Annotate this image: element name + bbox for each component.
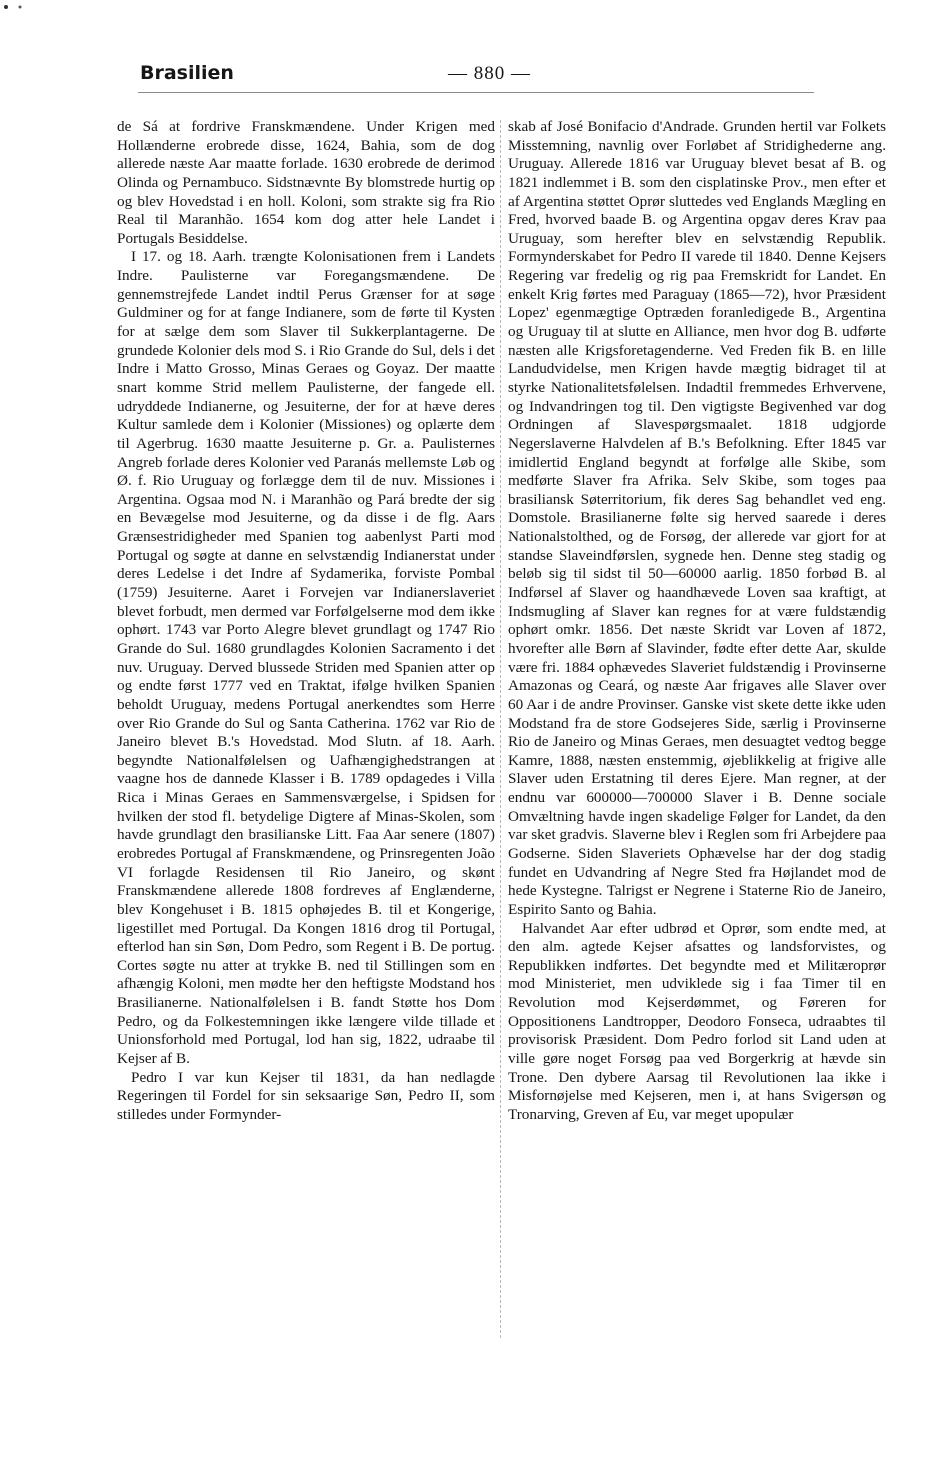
page-number: — 880 — <box>448 63 531 84</box>
right-column <box>508 118 886 1125</box>
column-divider <box>500 120 501 1338</box>
paragraph: Pedro I var kun Kejser til 1831, da han nedlagde Regeringen til Fordel for sin seksaarige Søn, Pedro II, som stilledes under Formynder- <box>117 1068 495 1123</box>
paragraph: de Sá at fordrive Franskmændene. Under Krigen med Hollænderne erobrede disse, 1624, Bahia, som de dog allerede næste Aar maatte forlade. 1630 erobrede de derimod Olinda og Pernambuco. Sidstnævnte By blomstrede hurtig op og blev Hovedstad i en holl. Koloni, som strakte sig fra Rio Real til Maranhão. 1654 kom dog atter hele Landet i Portugals Besiddelse. <box>117 118 495 247</box>
scan-dot <box>4 5 8 9</box>
left-column <box>117 118 495 1125</box>
page-title: Brasilien <box>140 62 234 84</box>
page-header <box>138 58 814 92</box>
paragraph: I 17. og 18. Aarh. trængte Kolonisationen frem i Landets Indre. Paulisterne var Foregangsmændene. De gennemstrejfede Landet indtil Perus Grænser for at søge Guldminer og for at fange Indianere, som de førte til Kysten for at sælge dem som Slaver til Sukkerplantagerne. De grundede Kolonier dels mod S. i Rio Grande do Sul, dels i det Indre i Matto Grosso, Minas Geraes og Goyaz. Der maatte snart komme Strid mellem Paulisterne, der fangede ell. udryddede Indianerne, og Jesuiterne, der for at hæve deres Kultur samlede dem i Kolonier (Missiones) og oplærte dem til Agerbrug. 1630 maatte Jesuiterne p. Gr. a. Paulisternes Angreb forlade deres Kolonier ved Paranás mellemste Løb og Ø. f. Rio Uruguay og forlægge dem til de nuv. Missiones i Argentina. Ogsaa mod N. i Maranhão og Pará bredte der sig en Bevægelse mod Jesuiterne, og da disse i de flg. Aars Grænsestridigheder med Spanien tog aabenlyst Parti mod Portugal og søgte at danne en selvstændig Indianerstat under deres Ledelse i det Indre af Sydamerika, forviste Pombal (1759) Jesuiterne. Aaret i Forvejen var Indianerslaveriet blevet forbudt, men dermed var Forfølgelserne mod dem ikke ophørt. 1743 var Porto Alegre blevet grundlagt og 1747 Rio Grande do Sul. 1680 grundlagdes Kolonien Sacramento i det nuv. Uruguay. Derved blussede Striden med Spanien atter op og endte først 1777 ved en Traktat, ifølge hvilken Spanien beholdt Uruguay, medens Portugal anerkendtes som Herre over Rio Grande do Sul og Santa Catherina. 1762 var Rio de Janeiro blevet B.'s Hovedstad. Mod Slutn. af 18. Aarh. begyndte Nationalfølelsen og Uafhængighedstrangen at vaagne hos de dannede Klasser i B. 1789 opdagedes i Villa Rica i Minas Geraes en Sammensværgelse, i Spidsen for hvilken der stod fl. betydelige Digtere af Minas-Skolen, som havde grundlagt den brasilianske Litt. Faa Aar senere (1807) erobredes Portugal af Franskmændene, og Prinsregenten João VI forlagde Residensen til Rio Janeiro, og skønt Franskmændene allerede 1808 fordreves af Englænderne, blev Kongehuset i B. 1815 ophøjedes B. til et Kongerige, ligestillet med Portugal. Da Kongen 1816 drog til Portugal, efterlod han sin Søn, Dom Pedro, som Regent i B. De portug. Cortes søgte nu atter at trykke B. ned til Stillingen som en afhængig Koloni, men mødte her den heftigste Modstand hos Brasilianerne. Nationalfølelsen i B. fandt Støtte hos Dom Pedro, og da Folkestemningen ikke længere vilde tillade et Unionsforhold med Portugal, lod han sig, 1822, udraabe til Kejser af B. <box>117 248 495 1068</box>
scan-marks <box>0 0 120 20</box>
header-rule <box>138 92 814 93</box>
paragraph: skab af José Bonifacio d'Andrade. Grunden hertil var Folkets Misstemning, navnlig over Forløbet af Stridighederne ang. Uruguay. Allerede 1816 var Uruguay blevet besat af B. og 1821 indlemmet i B. som den cisplatinske Prov., men efter et af Argentina støttet Oprør sluttedes ved Englands Mægling en Fred, hvorved baade B. og Argentina opgav deres Krav paa Uruguay, som herefter blev en selvstændig Republik. Formynderskabet for Pedro II varede til 1840. Denne Kejsers Regering var fredelig og rig paa Fremskridt for Landet. En enkelt Krig førtes med Paraguay (1865—72), hvor Præsident Lopez' egenmægtige Optræden foranledigede B., Argentina og Uruguay til at slutte en Alliance, men hvor dog B. udførte næsten alle Krigsforetagenderne. Ved Freden fik B. en lille Landudvidelse, men Krigen havde mægtig bidraget til at styrke Nationalitetsfølelsen. Indadtil fremmedes Erhvervene, og Indvandringen tog til. Den vigtigste Begivenhed var dog Ordningen af Slavespørgsmaalet. 1818 udgjorde Negerslaverne Halvdelen af B.'s Befolkning. Efter 1845 var imidlertid England begyndt at forfølge alle Skibe, som medførte Slaver fra Afrika. Selv Skibe, som toges paa brasiliansk Søterritorium, fik deres Sag behandlet ved eng. Domstole. Brasilianerne følte sig herved saarede i deres Nationalstolthed, og de Forsøg, der allerede var gjort for at standse Slaveindførslen, sygnede hen. Denne steg stadig og beløb sig til sidst til 50—60000 aarlig. 1850 forbød B. al Indførsel af Slaver og haandhævede Loven saa kraftigt, at Indsmugling af Slaver kan regnes for at være fuldstændig ophørt omkr. 1856. Det næste Skridt var Loven af 1872, hvorefter alle Børn af Slavinder, fødte efter dette Aar, skulde være fri. 1884 ophævedes Slaveriet fuldstændig i Provinserne Amazonas og Ceará, og næste Aar frigaves alle Slaver over 60 Aar i de andre Provinser. Ganske vist skete dette ikke uden Modstand fra de store Godsejeres Side, særlig i Provinserne Rio de Janeiro og Minas Geraes, men desuagtet vedtog begge Kamre, 1888, næsten enstemmig, øjeblikkelig at frigive alle Slaver uden Erstatning til deres Ejere. Man regner, at der endnu var 600000—700000 Slaver i B. Denne sociale Omvæltning havde ingen skadelige Følger for Landet, da den var sket gradvis. Slaverne blev i Reglen som fri Arbejdere paa Godserne. Siden Slaveriets Ophævelse har der dog stadig fundet en Udvandring af Negre Sted fra Højlandet mod de hede Kystegne. Talrigst er Negrene i Staterne Rio de Janeiro, Espirito Santo og Bahia. <box>508 118 886 918</box>
paragraph: Halvandet Aar efter udbrød et Oprør, som endte med, at den alm. agtede Kejser afsattes og landsforvistes, og Republikken indførtes. Det begyndte med et Militæroprør mod Ministeriet, men udviklede sig i faa Timer til en Revolution mod Kejserdømmet, og Føreren for Oppositionens Landtropper, Deodoro Fonseca, udraabtes til provisorisk Præsident. Dom Pedro forlod sit Land uden at ville gøre noget Forsøg paa ved Borgerkrig at hævde sin Trone. Den dybere Aarsag til Revolutionen laa ikke i Misfornøjelse med Kejseren, men i, at hans Svigersøn og Tronarving, Greven af Eu, var meget upopulær <box>508 919 886 1123</box>
scan-dot <box>19 6 22 9</box>
